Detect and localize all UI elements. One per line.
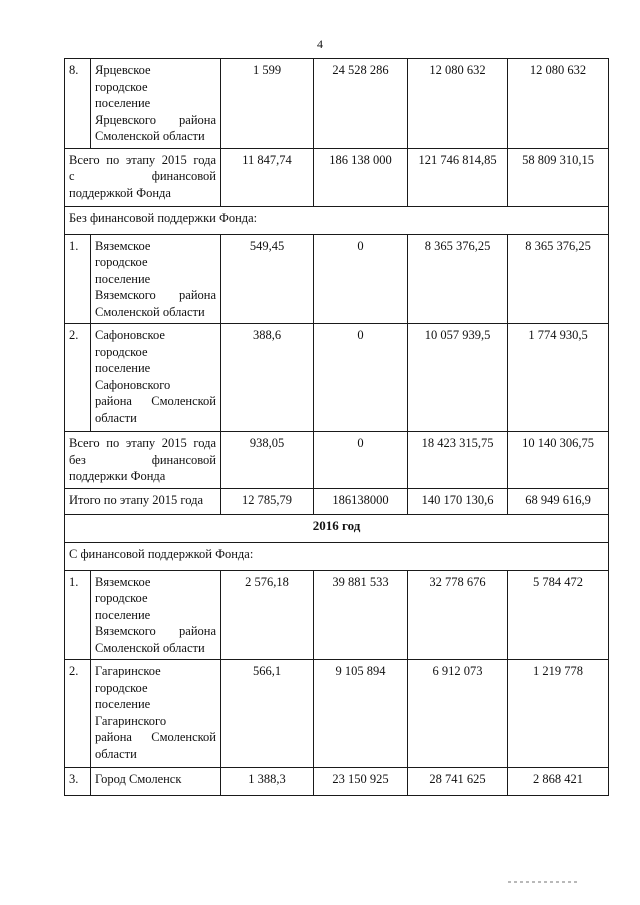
fund-value: 186138000 bbox=[314, 488, 408, 514]
row-number: 8. bbox=[65, 59, 91, 149]
text-line: области bbox=[95, 746, 137, 761]
budget-value: 2 868 421 bbox=[508, 768, 609, 796]
fund-value: 186 138 000 bbox=[314, 148, 408, 206]
subtotal-row bbox=[65, 148, 609, 206]
budget-value: 68 949 616,9 bbox=[508, 488, 609, 514]
fund-value: 0 bbox=[314, 234, 408, 324]
text-line: Вяземское bbox=[95, 574, 151, 589]
section-heading: С финансовой поддержкой Фонда: bbox=[65, 542, 609, 570]
row-number: 3. bbox=[65, 768, 91, 796]
section-heading: Без финансовой поддержки Фонда: bbox=[65, 206, 609, 234]
text-line: поселение bbox=[95, 697, 151, 711]
area-value: 566,1 bbox=[221, 660, 314, 768]
table-row bbox=[65, 234, 609, 324]
text-line: Сафоновское bbox=[95, 328, 165, 342]
municipality-name bbox=[91, 59, 221, 149]
budget-value: 5 784 472 bbox=[508, 570, 609, 660]
text-line: Смоленской области bbox=[95, 129, 205, 143]
subtotal-label bbox=[65, 432, 221, 489]
text-line: городское bbox=[95, 344, 148, 359]
text-line: городское bbox=[95, 591, 148, 605]
text-line: поселение bbox=[95, 271, 151, 286]
cost-value: 10 057 939,5 bbox=[408, 324, 508, 432]
fund-value: 9 105 894 bbox=[314, 660, 408, 768]
table-row bbox=[65, 660, 609, 768]
area-value: 549,45 bbox=[221, 234, 314, 324]
table-body bbox=[65, 59, 609, 796]
year-heading: 2016 год bbox=[65, 514, 609, 542]
row-number: 2. bbox=[65, 660, 91, 768]
text-line: Ярцевского района bbox=[95, 112, 216, 127]
text-line: Вяземское bbox=[95, 238, 151, 253]
row-number: 2. bbox=[65, 324, 91, 432]
cost-value: 8 365 376,25 bbox=[408, 234, 508, 324]
row-number: 1. bbox=[65, 234, 91, 324]
year-heading-row bbox=[65, 514, 609, 542]
text-line: Смоленской области bbox=[95, 304, 205, 319]
page-number: 4 bbox=[317, 37, 323, 51]
text-line: поселение bbox=[95, 96, 151, 110]
fund-value: 0 bbox=[314, 432, 408, 489]
scan-artifact bbox=[508, 881, 580, 883]
resettlement-table bbox=[64, 58, 609, 796]
area-value: 1 388,3 bbox=[221, 768, 314, 796]
text-line: городское bbox=[95, 680, 148, 695]
budget-value: 8 365 376,25 bbox=[508, 234, 609, 324]
row-number: 1. bbox=[65, 570, 91, 660]
budget-value: 10 140 306,75 bbox=[508, 432, 609, 489]
municipality-name bbox=[91, 324, 221, 432]
cost-value: 32 778 676 bbox=[408, 570, 508, 660]
area-value: 2 576,18 bbox=[221, 570, 314, 660]
text-line: городское bbox=[95, 255, 148, 269]
area-value: 388,6 bbox=[221, 324, 314, 432]
text-line: Вяземского района bbox=[95, 624, 216, 638]
subtotal-label bbox=[65, 148, 221, 206]
text-line: Всего по этапу 2015 года bbox=[69, 152, 216, 167]
text-line: Вяземского района bbox=[95, 288, 216, 302]
text-line: Город Смоленск bbox=[95, 772, 182, 786]
fund-value: 39 881 533 bbox=[314, 570, 408, 660]
table-row bbox=[65, 768, 609, 796]
cost-value: 18 423 315,75 bbox=[408, 432, 508, 489]
text-line: Смоленской области bbox=[95, 640, 205, 655]
table-row bbox=[65, 324, 609, 432]
municipality-name bbox=[91, 570, 221, 660]
text-line: области bbox=[95, 410, 137, 425]
budget-value: 1 774 930,5 bbox=[508, 324, 609, 432]
area-value: 1 599 bbox=[221, 59, 314, 149]
text-line: Гагаринского bbox=[95, 713, 167, 728]
cost-value: 140 170 130,6 bbox=[408, 488, 508, 514]
table-row bbox=[65, 59, 609, 149]
budget-value: 12 080 632 bbox=[508, 59, 609, 149]
municipality-name bbox=[91, 768, 221, 796]
municipality-name bbox=[91, 234, 221, 324]
text-line: Всего по этапу 2015 года bbox=[69, 436, 216, 450]
text-line: Гагаринское bbox=[95, 664, 161, 678]
section-heading-row bbox=[65, 206, 609, 234]
text-line: с финансовой bbox=[69, 169, 216, 183]
grand-total-row bbox=[65, 488, 609, 514]
text-line: поселение bbox=[95, 607, 151, 622]
text-line: городское bbox=[95, 79, 148, 94]
area-value: 12 785,79 bbox=[221, 488, 314, 514]
text-line: Ярцевское bbox=[95, 63, 151, 77]
table-row bbox=[65, 570, 609, 660]
fund-value: 24 528 286 bbox=[314, 59, 408, 149]
cost-value: 121 746 814,85 bbox=[408, 148, 508, 206]
budget-value: 58 809 310,15 bbox=[508, 148, 609, 206]
cost-value: 28 741 625 bbox=[408, 768, 508, 796]
text-line: без финансовой bbox=[69, 452, 216, 467]
text-line: Сафоновского bbox=[95, 377, 171, 392]
cost-value: 6 912 073 bbox=[408, 660, 508, 768]
municipality-name bbox=[91, 660, 221, 768]
area-value: 11 847,74 bbox=[221, 148, 314, 206]
subtotal-row bbox=[65, 432, 609, 489]
section-heading-row bbox=[65, 542, 609, 570]
text-line: поселение bbox=[95, 361, 151, 375]
grand-total-label: Итого по этапу 2015 года bbox=[65, 488, 221, 514]
fund-value: 0 bbox=[314, 324, 408, 432]
text-line: района Смоленской bbox=[95, 730, 216, 744]
area-value: 938,05 bbox=[221, 432, 314, 489]
text-line: поддержкой Фонда bbox=[69, 185, 171, 200]
text-line: поддержки Фонда bbox=[69, 469, 166, 483]
budget-value: 1 219 778 bbox=[508, 660, 609, 768]
text-line: района Смоленской bbox=[95, 394, 216, 408]
cost-value: 12 080 632 bbox=[408, 59, 508, 149]
fund-value: 23 150 925 bbox=[314, 768, 408, 796]
